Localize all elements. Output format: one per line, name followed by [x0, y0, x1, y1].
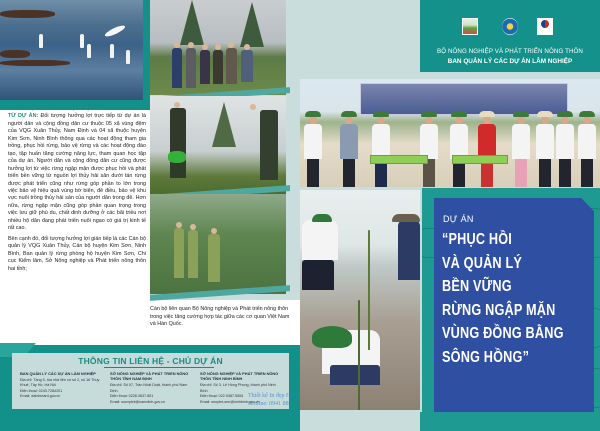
ministry-agriculture-logo-icon	[502, 18, 518, 35]
project-title	[442, 228, 573, 369]
org-name: SỞ NÔNG NGHIỆP VÀ PHÁT TRIỂN NÔNG THÔN TỈNH NAM ĐỊNH	[110, 371, 189, 382]
watermark-line-2: Hotline: 0941 886	[248, 401, 292, 407]
beneficiaries-heading: * ĐỐI TƯỢNG HƯỞNG LỢI TRỰC TIẾP VÀ GIÁN TIẾP TỪ DỰ ÁN:	[8, 106, 146, 120]
beneficiaries-paragraph-2: Bên cạnh đó, đối tượng hưởng lợi gián tiếp là các Cán bộ quản lý VQG Xuân Thủy, Cán bộ huyện Kim Sơn, Ninh Bình, Ban quản lý rừng phòng hộ huyện Kim Sơn, Chi cục Kiểm lâm, Sở Nông nghiệp và Phát triển nông thôn hai tỉnh;	[8, 235, 146, 272]
title-line: “PHỤC HỒI	[442, 231, 512, 248]
contact-org-forestry-board	[20, 371, 104, 400]
officials-group-photo	[150, 0, 286, 95]
org-name: SỞ NÔNG NGHIỆP VÀ PHÁT TRIỂN NÔNG THÔN TỈNH NINH BÌNH	[200, 371, 279, 382]
org-address: Địa chỉ: Số 07, Trần Nhật Duật, thành phố Nam Định	[110, 383, 188, 393]
ceremony-group-photo	[300, 79, 600, 187]
title-underline	[104, 367, 214, 368]
green-sign	[452, 155, 508, 164]
tree-planting-photo	[150, 96, 286, 196]
watermark-line-1: Thiết kế In đẹp Hà	[248, 393, 293, 399]
title-line: SÔNG HỒNG”	[442, 348, 530, 366]
org-email[interactable]: Email: dalnbmard.gov.vn	[20, 394, 61, 399]
ministry-name: BỘ NÔNG NGHIỆP VÀ PHÁT TRIỂN NÔNG THÔN	[436, 48, 584, 55]
org-email[interactable]: Email: snnptnt.snn@ninhbinh.gov.vn	[200, 399, 260, 404]
contact-title: THÔNG TIN LIÊN HỆ - CHỦ DỰ ÁN	[78, 356, 223, 366]
cover-footer	[300, 412, 600, 431]
title-line: VÀ QUẢN LÝ	[442, 254, 523, 272]
photo-caption: Cán bộ liên quan Bộ Nông nghiệp và Phát triển nông thôn trong việc tăng cường hợp tác giữa các cơ quan Việt Nam và Hàn Quốc.	[150, 306, 290, 327]
mard-project-logo-icon	[462, 18, 478, 35]
beneficiaries-text	[8, 106, 146, 276]
mangrove-planting-photo	[300, 190, 420, 410]
title-line: RỪNG NGẬP MẶN	[442, 301, 556, 319]
beneficiaries-paragraph-1: Đối tượng hưởng lợi trực tiếp từ dự án là người dân và cộng đồng dân cư thuộc 05 xã vùng đệm của VQG Xuân Thủy, Nam Định và 04 xã thuộc huyện Kim Sơn, Ninh Bình thông qua các hoạt động tham gia trồng, phục hồi rừng, bảo vệ rừng và các hoạt động đào tạo, tập huấn tăng cường năng lực, tham quan học tập của dự án. Người dân và cộng đồng dân cư cũng được hưởng lợi từ việc rừng ngập mặn được phục hồi và phát triển bền vững từ nguồn lợi thủy hải sản dưới tán rừng được phát triển cũng như rừng góp phần to lớn trong việc bảo vệ hiệu quả vùng bờ biển, đê điều, bảo vệ khu vực nuôi trồng thủy hải sản của người dân trong đê. Hơn nữa, rừng ngập mặn cũng góp phần quan trọng trong việc lưu giữ phù du, chất dinh dưỡng ở các bãi triều nơi nhiều hộ dân đang phát triển nuôi ngao có giá trị kinh tế rất cao.	[8, 113, 146, 232]
designer-watermark	[248, 392, 293, 408]
org-phone: Điện thoại: 022.9387.5506	[200, 394, 244, 399]
org-address: Địa chỉ: Tầng 5, tòa nhà liên cơ số 2, số 16 Thụy Khuê, Tây Hồ, Hà Nội	[20, 377, 100, 388]
org-phone: Điện thoại: 0243.7284201	[20, 388, 63, 393]
title-line: VÙNG ĐỒNG BẰNG	[442, 325, 564, 342]
egrets-wetland-photo	[0, 0, 143, 100]
project-label: DỰ ÁN	[443, 214, 474, 224]
forest-rangers-photo	[150, 194, 286, 294]
board-name: BAN QUẢN LÝ CÁC DỰ ÁN LÂM NGHIỆP	[447, 58, 573, 65]
org-address: Địa chỉ: Số 3, Lê Hồng Phong, thành phố Ninh Bình	[200, 383, 276, 393]
org-phone: Điện thoại: 0228.3637.851	[110, 394, 154, 399]
contact-org-nam-dinh	[110, 371, 194, 405]
org-email[interactable]: Email: sonnptnt@namdinh.gov.vn	[110, 399, 165, 404]
green-sign	[370, 155, 428, 164]
title-line: BỀN VỮNG	[442, 278, 512, 295]
org-name: BAN QUẢN LÝ CÁC DỰ ÁN LÂM NGHIỆP	[20, 371, 96, 376]
korea-forest-service-logo-icon	[537, 18, 553, 35]
